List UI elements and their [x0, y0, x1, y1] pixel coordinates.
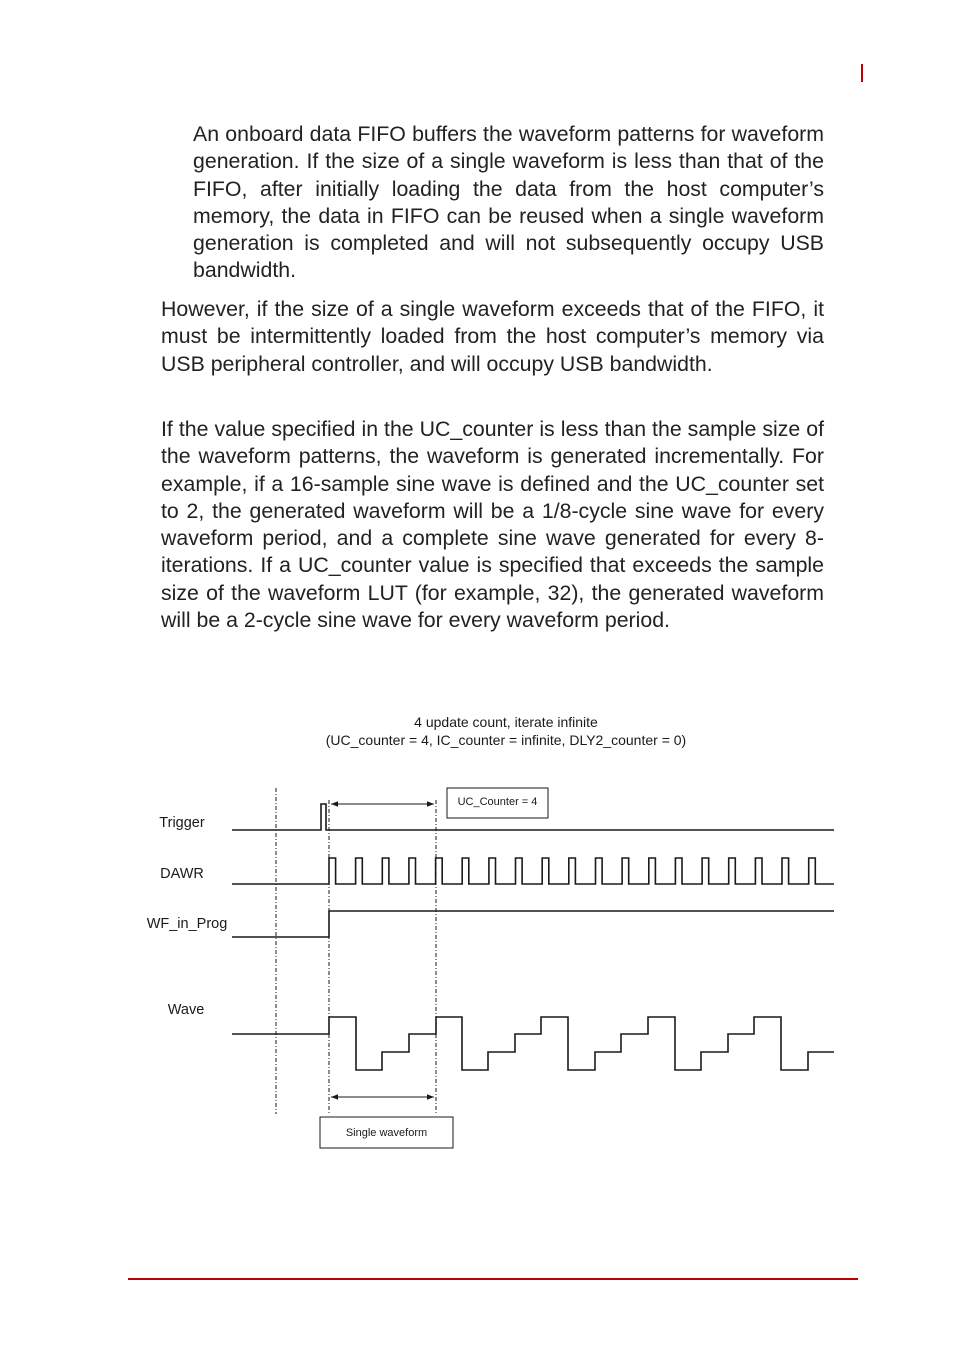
dawr-signal	[232, 858, 834, 884]
dawr-label: DAWR	[160, 866, 204, 882]
diagram-title: 4 update count, iterate infinite	[414, 714, 598, 730]
diagram-subtitle: (UC_counter = 4, IC_counter = infinite, DLY2_counter = 0)	[325, 732, 687, 748]
paragraph-bandwidth: However, if the size of a single waveform exceeds that of the FIFO, it must be intermittently loaded from the host computer’s memory via USB peripheral controller, and will occupy USB bandwidth.	[161, 297, 824, 376]
wave-signal	[232, 1017, 834, 1070]
header-marker	[861, 64, 863, 82]
single-waveform-callout-label: Single waveform	[345, 1127, 428, 1139]
wf-in-prog-signal	[232, 911, 834, 937]
uc-counter-callout-label: UC_Counter = 4	[457, 796, 538, 808]
trigger-label: Trigger	[159, 815, 205, 831]
wave-label: Wave	[167, 1002, 205, 1018]
timing-diagram	[0, 700, 954, 1170]
paragraph-uc-counter: If the value specified in the UC_counter is less than the sample size of the waveform patterns, the waveform is generated incrementally. For example, if a 16-sample sine wave is defined and the UC_counter set to 2, the generated waveform will be a 1/8-cycle sine wave for every waveform period, and a complete sine wave generated for every 8-iterations. If a UC_counter value is specified that exceeds the sample size of the waveform LUT (for example, 32), the generated waveform will be a 2-cycle sine wave for every waveform period.	[161, 417, 824, 633]
wf-in-prog-label: WF_in_Prog	[146, 916, 228, 932]
footer-rule	[128, 1278, 858, 1280]
paragraph-fifo: An onboard data FIFO buffers the waveform patterns for waveform generation. If the size of a single waveform is less than that of the FIFO, after initially loading the data from the host computer’s memory, the data in FIFO can be reused when a single waveform generation is completed and will not subsequently occupy USB bandwidth.	[193, 122, 824, 283]
